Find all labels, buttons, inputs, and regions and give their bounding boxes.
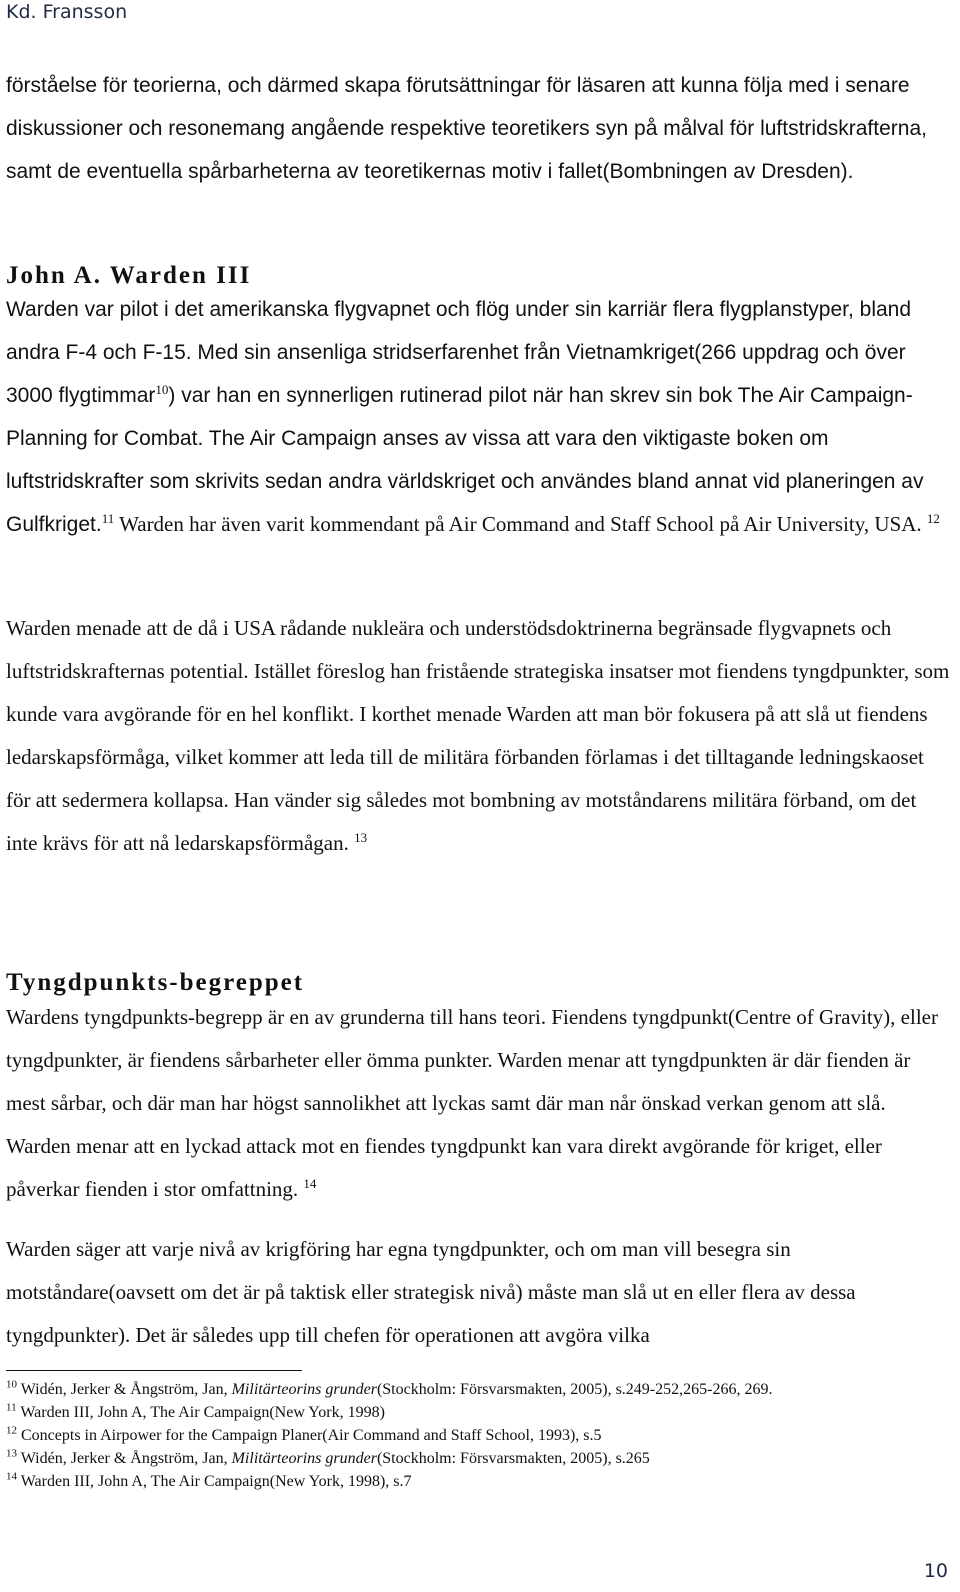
levels-paragraph: Warden säger att varje nivå av krigföring har egna tyngdpunkter, och om man vill besegra sin motståndare(oavsett om det är på taktisk eller strategisk nivå) måste man slå ut en eller flera av dessa tyngdpunkter). Det är således upp till chefen för operationen att avgöra vilka — [6, 1237, 856, 1347]
page-number: 10 — [923, 1560, 948, 1582]
gravity-paragraph — [6, 996, 950, 1211]
footnote-title: Militärteorins grunder — [231, 1450, 377, 1467]
footnote-text: (Stockholm: Försvarsmakten, 2005), s.249-252,265-266, 269. — [376, 1381, 773, 1398]
running-header: Kd. Fransson — [6, 1, 128, 23]
footnotes — [6, 1378, 936, 1493]
footnote-13 — [6, 1447, 936, 1470]
bio-text-sans: Warden var pilot i det amerikanska flygvapnet och flög under sin karriär flera flygplanstyper, bland andra F-4 och F-15. — [6, 298, 912, 364]
bio-text-5: Warden har även varit kommendant på Air Command and Staff School på Air University, USA. — [114, 512, 927, 536]
footnote-text: Warden III, John A, The Air Campaign(New York, 1998) — [20, 1404, 385, 1421]
footnote-12 — [6, 1424, 936, 1447]
warden-theory-paragraph — [6, 607, 950, 865]
footnote-number: 13 — [6, 1447, 17, 1460]
heading-john-warden: John A. Warden III — [6, 262, 252, 289]
bio-text-3: ) var han en synnerligen rutinerad pilot när han skrev sin bok The Air Campaign- Planning for Combat. — [6, 384, 913, 450]
footnote-number: 10 — [6, 1378, 17, 1391]
footnote-ref-10[interactable]: 10 — [155, 382, 169, 397]
warden-bio-paragraph — [6, 288, 950, 546]
footnote-ref-12[interactable]: 12 — [926, 511, 940, 526]
footnote-ref-14[interactable]: 14 — [303, 1176, 317, 1191]
footnote-number: 11 — [6, 1401, 17, 1414]
footnote-ref-11[interactable]: 11 — [101, 511, 115, 526]
footnote-number: 12 — [6, 1424, 17, 1437]
footnote-text: Warden III, John A, The Air Campaign(New York, 1998), s.7 — [20, 1473, 412, 1490]
footnote-text: Widén, Jerker & Ångström, Jan, — [20, 1450, 232, 1467]
footnote-text: (Stockholm: Försvarsmakten, 2005), s.265 — [376, 1450, 650, 1467]
footnote-text: Widén, Jerker & Ångström, Jan, — [20, 1381, 232, 1398]
intro-paragraph: förståelse för teorierna, och därmed skapa förutsättningar för läsaren att kunna följa med i senare diskussioner och resonemang angående respektive teoretikers syn på målval för luftstridskrafterna, samt de eventuella spårbarheterna av teoretikernas motiv i fallet(Bombningen av Dresden). — [6, 74, 927, 183]
bio-text-2: Med sin ansenliga stridserfarenhet från Vietnamkriget(266 uppdrag och över 3000 flygtimmar — [6, 341, 906, 407]
footnote-number: 14 — [6, 1470, 17, 1483]
gravity-text: Wardens tyngdpunkts-begrepp är en av grunderna till hans teori. Fiendens tyngdpunkt(Centre of Gravity), eller tyngdpunkter, är fiendens sårbarheter eller ömma punkter. Warden menar att tyngdpunkten är där fienden är mest sårbar, och där man har högst sannolikhet att lyckas samt där man når önskad verkan genom att slå. Warden menar att en lyckad attack mot en fiendes tyngdpunkt kan vara direkt avgörande för kriget, eller påverkar fienden i stor omfattning. — [6, 1005, 938, 1201]
heading-tyngdpunkts-begreppet: Tyngdpunkts-begreppet — [6, 969, 305, 996]
footnote-11 — [6, 1401, 936, 1424]
theory-text: Warden menade att de då i USA rådande nukleära och understödsdoktrinerna begränsade flygvapnets och luftstridskrafternas potential. Istället föreslog han fristående strategiska insatser mot fiendens tyngdpunkter, som kunde vara avgörande för en hel konflikt. I korthet menade Warden att man bör fokusera på att slå ut fiendens ledarskapsförmåga, vilket kommer att leda till de militära förbanden förlamas i det tilltagande ledningskaoset för att sedermera kollapsa. Han vänder sig således mot bombning av motståndarens militära förband, om det inte krävs för att nå ledarskapsförmågan. — [6, 616, 950, 855]
footnote-title: Militärteorins grunder — [231, 1381, 377, 1398]
footnote-separator — [6, 1370, 302, 1371]
footnote-14 — [6, 1470, 936, 1493]
footnote-text: Concepts in Airpower for the Campaign Planer(Air Command and Staff School, 1993), s.5 — [21, 1427, 602, 1444]
bio-text-4: The Air Campaign anses av vissa att vara den viktigaste boken om luftstridskrafter som skrivits sedan andra världskriget och användes bland annat vid planeringen av Gulfkriget. — [6, 427, 924, 536]
footnote-10 — [6, 1378, 936, 1401]
footnote-ref-13[interactable]: 13 — [354, 830, 368, 845]
